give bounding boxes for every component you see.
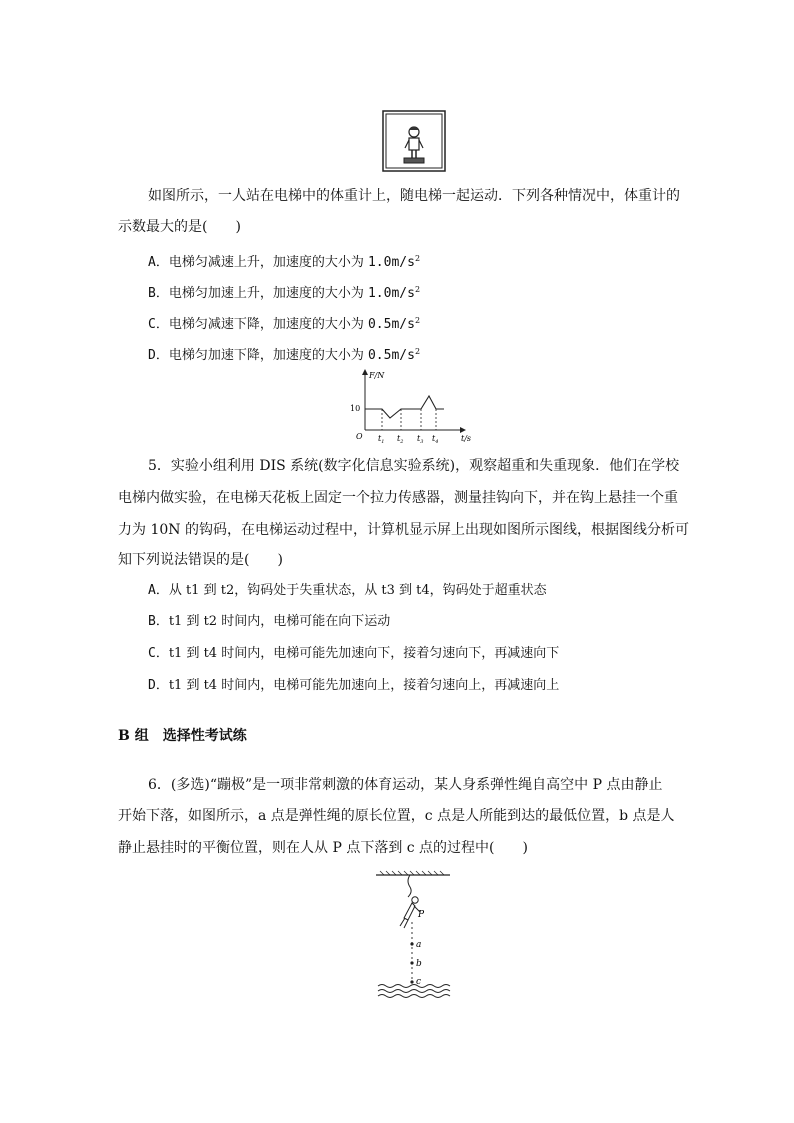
option-value: 1.0m/s	[367, 255, 415, 270]
q4-option-d	[148, 342, 420, 366]
point-b	[410, 961, 413, 964]
q5-line-4: 知下列说法错误的是( )	[118, 552, 283, 568]
q5-line-1: 5．实验小组利用 DIS 系统(数字化信息实验系统)，观察超重和失重现象．他们在学校	[148, 458, 680, 474]
q5-line-3: 力为 10N 的钩码，在电梯运动过程中，计算机显示屏上出现如图所示图线，根据图线分析可	[118, 522, 689, 538]
option-text: 电梯匀减速上升，加速度的大小为	[168, 255, 368, 270]
force-curve	[365, 396, 444, 418]
section-b-heading: B 组 选择性考试练	[118, 728, 247, 744]
option-letter: C．	[148, 646, 169, 661]
point-c-label: c	[416, 977, 422, 987]
point-a	[410, 942, 413, 945]
q6-line-2: 开始下落，如图所示，a 点是弹性绳的原长位置，c 点是人所能到达的最低位置，b 点是人	[118, 808, 675, 824]
point-b-label: b	[416, 959, 422, 969]
x-tick-t2: $t_2$	[397, 434, 404, 445]
q5-line-2: 电梯内做实验，在电梯天花板上固定一个拉力传感器，测量挂钩向下，并在钩上悬挂一个重	[118, 490, 678, 506]
x-tick-t1: $t_1$	[378, 434, 385, 445]
q5-option-a	[148, 581, 547, 601]
option-text: t1 到 t4 时间内，电梯可能先加速向下，接着匀速向下，再减速向下	[168, 646, 560, 661]
point-a-label: a	[416, 940, 422, 950]
x-axis-label: t/s	[461, 434, 472, 443]
y-axis-label: F/N	[369, 371, 385, 380]
option-text: 电梯匀加速下降，加速度的大小为	[168, 348, 368, 363]
q4-line-1: 如图所示，一人站在电梯中的体重计上，随电梯一起运动．下列各种情况中，体重计的	[148, 188, 680, 204]
option-letter: A．	[148, 583, 169, 598]
option-text: 从 t1 到 t2，钩码处于失重状态，从 t3 到 t4，钩码处于超重状态	[168, 583, 547, 598]
q4-option-a	[148, 249, 420, 273]
y-tick-label: 10	[350, 404, 361, 413]
option-exponent: 2	[414, 347, 421, 356]
q4-option-b	[148, 280, 420, 304]
q5-option-c	[148, 644, 559, 664]
elevator-figure	[382, 110, 446, 172]
option-letter: B．	[148, 614, 169, 629]
option-exponent: 2	[414, 316, 421, 325]
q6-line-1: 6．(多选)“蹦极”是一项非常刺激的体育运动，某人身系弹性绳自高空中 P 点由静止	[148, 777, 663, 793]
option-text: 电梯匀加速上升，加速度的大小为	[168, 286, 368, 301]
option-text: 电梯匀减速下降，加速度的大小为	[168, 317, 368, 332]
x-tick-t3: $t_3$	[417, 434, 424, 445]
option-text: t1 到 t2 时间内，电梯可能在向下运动	[168, 614, 391, 629]
q5-option-d	[148, 676, 559, 696]
option-letter: D．	[148, 678, 169, 693]
option-text: t1 到 t4 时间内，电梯可能先加速向上，接着匀速向上，再减速向上	[168, 678, 560, 693]
q6-line-3: 静止悬挂时的平衡位置，则在人从 P 点下落到 c 点的过程中( )	[118, 840, 528, 856]
q4-line-2: 示数最大的是( )	[118, 219, 241, 235]
option-letter: D．	[148, 348, 169, 363]
option-value: 0.5m/s	[367, 348, 415, 363]
force-time-graph	[345, 366, 480, 446]
q4-option-c	[148, 311, 420, 335]
x-tick-t4: $t_4$	[432, 434, 439, 445]
option-letter: A．	[148, 255, 169, 270]
option-value: 1.0m/s	[367, 286, 415, 301]
option-exponent: 2	[414, 254, 421, 263]
point-c	[410, 980, 413, 983]
option-letter: B．	[148, 286, 169, 301]
option-exponent: 2	[414, 285, 421, 294]
origin-label: O	[356, 432, 363, 441]
bungee-figure	[374, 870, 454, 1000]
point-p-label: P	[418, 910, 425, 920]
option-value: 0.5m/s	[367, 317, 415, 332]
option-letter: C．	[148, 317, 169, 332]
q5-option-b	[148, 612, 390, 632]
